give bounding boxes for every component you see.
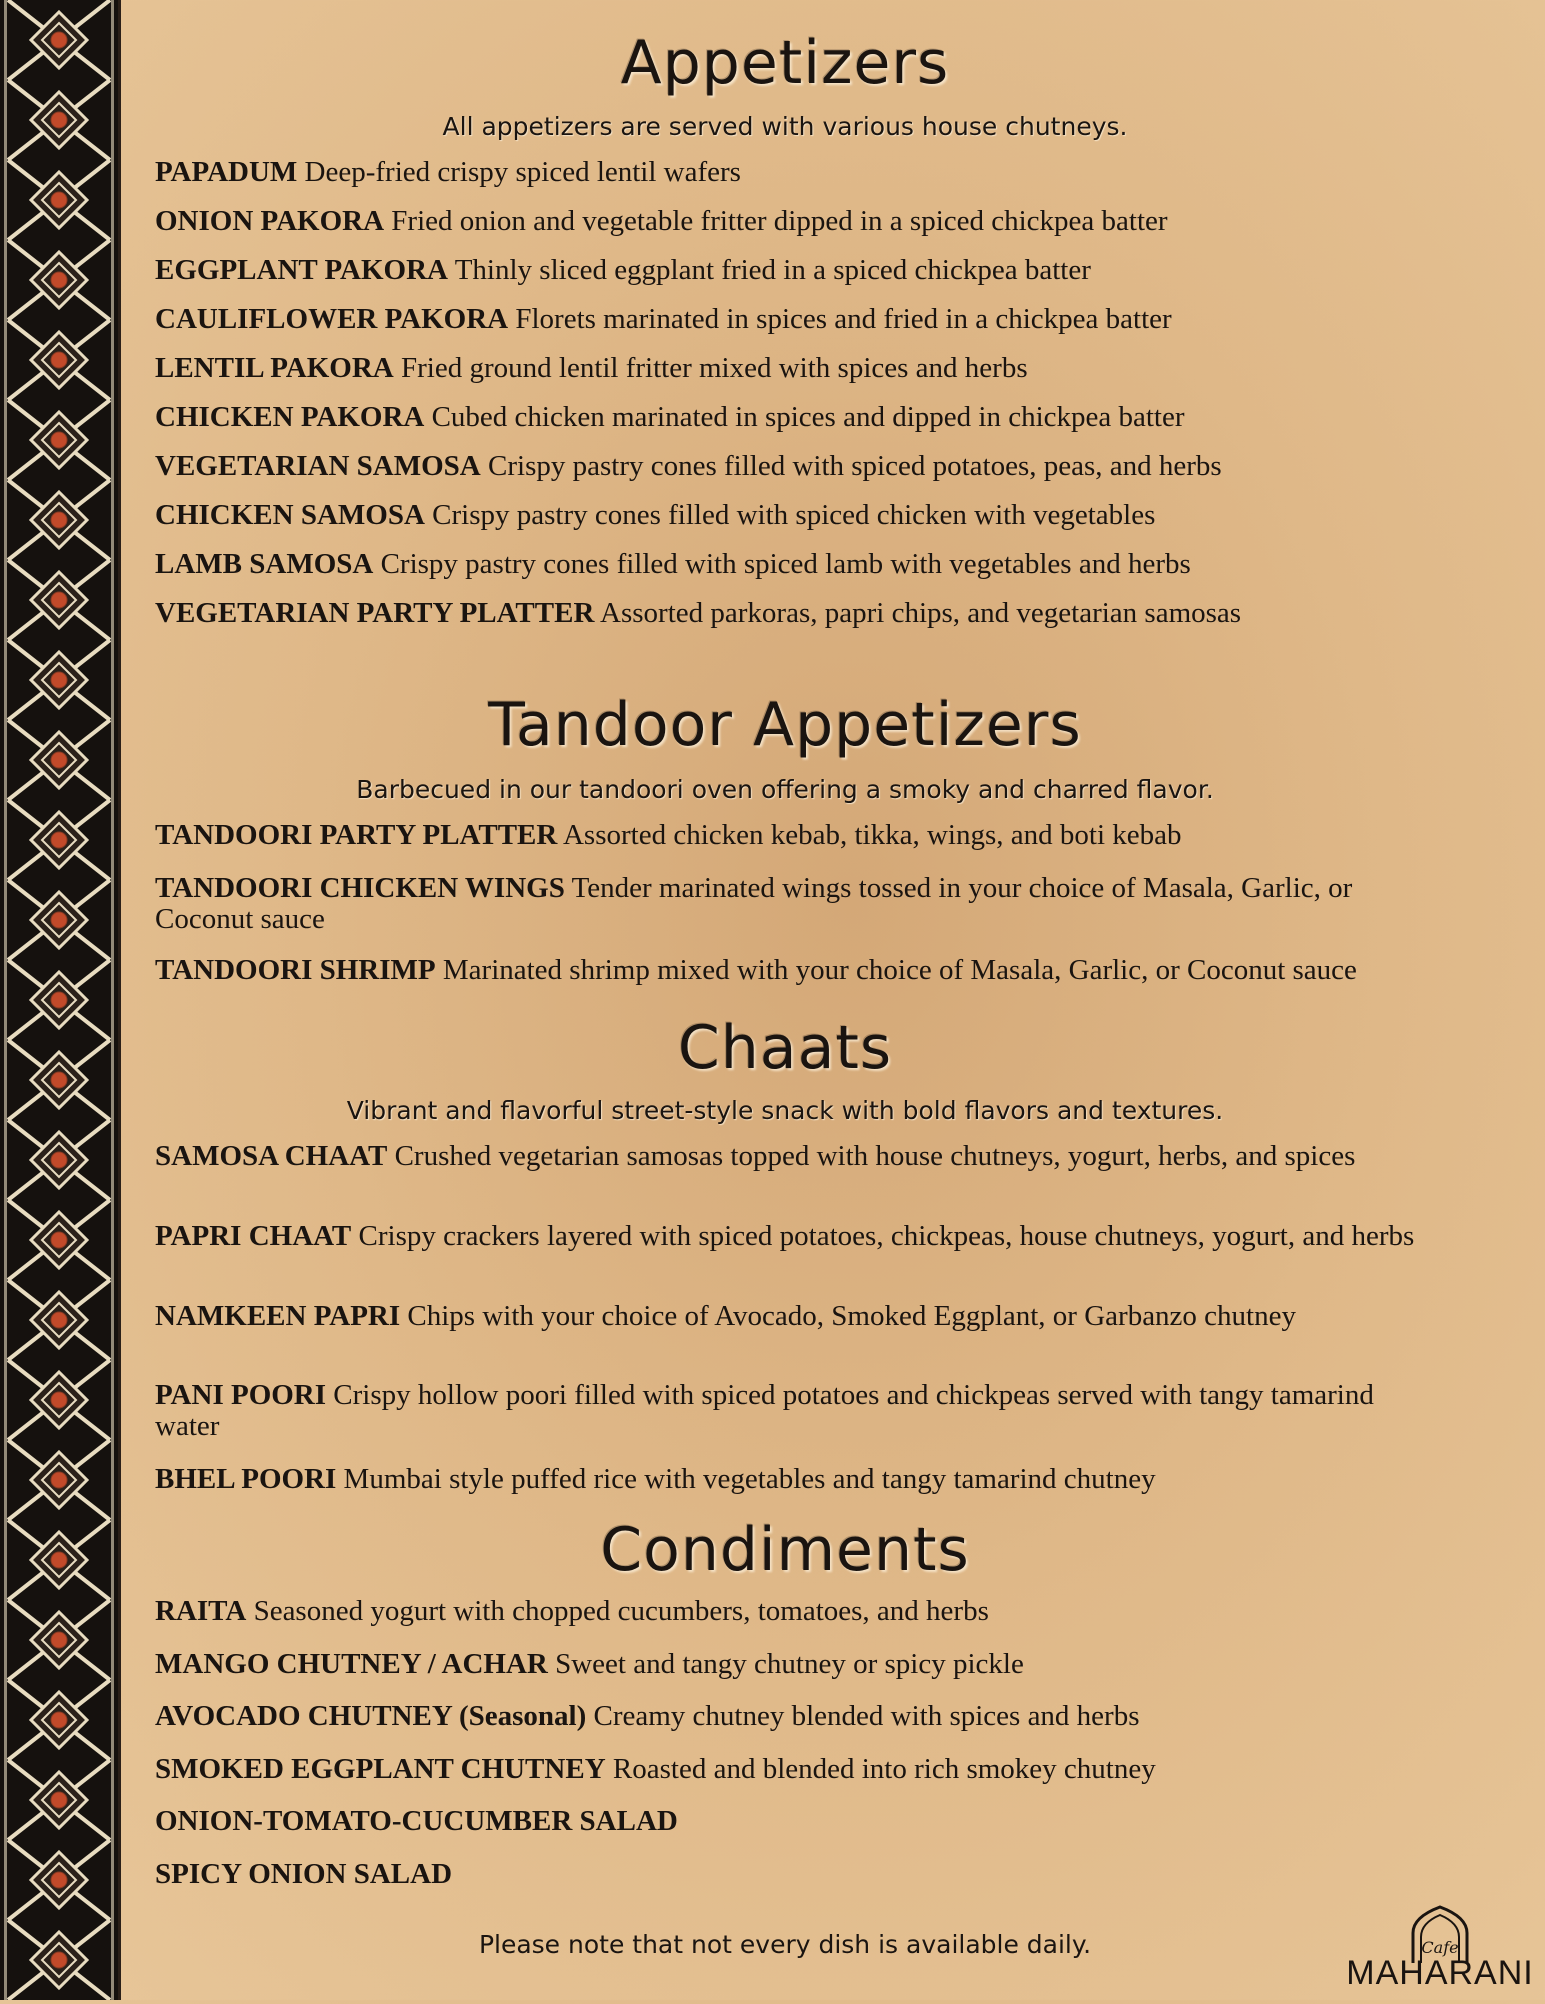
section-subtitle-chaats: Vibrant and flavorful street-style snack with bold flavors and textures. <box>346 1096 1224 1125</box>
svg-text:Cafe: Cafe <box>1421 1938 1459 1957</box>
menu-item: CHICKEN SAMOSA Crispy pastry cones filled with spiced chicken with vegetables <box>155 499 1156 531</box>
section-title-appetizers: Appetizers <box>620 28 950 98</box>
menu-item: TANDOORI CHICKEN WINGS Tender marinated wings tossed in your choice of Masala, Garlic, or Coconut sauce <box>155 872 1353 935</box>
menu-item: PAPRI CHAAT Crispy crackers layered with spiced potatoes, chickpeas, house chutneys, yogurt, and herbs <box>155 1220 1415 1252</box>
section-title-condiments: Condiments <box>600 1515 970 1585</box>
menu-item: VEGETARIAN SAMOSA Crispy pastry cones filled with spiced potatoes, peas, and herbs <box>155 450 1222 482</box>
menu-item: VEGETARIAN PARTY PLATTER Assorted parkoras, papri chips, and vegetarian samosas <box>155 597 1242 629</box>
menu-item: CHICKEN PAKORA Cubed chicken marinated in spices and dipped in chickpea batter <box>155 401 1185 433</box>
menu-item: SPICY ONION SALAD <box>155 1858 453 1890</box>
section-title-tandoor: Tandoor Appetizers <box>488 690 1082 760</box>
availability-note: Please note that not every dish is available daily. <box>478 1930 1092 1959</box>
section-subtitle-tandoor: Barbecued in our tandoori oven offering a smoky and charred flavor. <box>356 775 1214 804</box>
section-title-chaats: Chaats <box>677 1013 893 1083</box>
menu-item: ONION-TOMATO-CUCUMBER SALAD <box>155 1805 678 1837</box>
diamond-pattern-icon <box>0 0 118 2000</box>
menu-item: MANGO CHUTNEY / ACHAR Sweet and tangy chutney or spicy pickle <box>155 1648 1024 1680</box>
menu-item: LAMB SAMOSA Crispy pastry cones filled with spiced lamb with vegetables and herbs <box>155 548 1191 580</box>
menu-item: TANDOORI SHRIMP Marinated shrimp mixed with your choice of Masala, Garlic, or Coconut sauce <box>155 954 1357 986</box>
menu-item: LENTIL PAKORA Fried ground lentil fritter mixed with spices and herbs <box>155 352 1028 384</box>
maharani-logo <box>1345 1905 1535 1995</box>
section-subtitle-appetizers: All appetizers are served with various house chutneys. <box>442 112 1128 141</box>
menu-item: ONION PAKORA Fried onion and vegetable fritter dipped in a spiced chickpea batter <box>155 205 1168 237</box>
menu-item: NAMKEEN PAPRI Chips with your choice of Avocado, Smoked Eggplant, or Garbanzo chutney <box>155 1300 1296 1332</box>
menu-item: SAMOSA CHAAT Crushed vegetarian samosas topped with house chutneys, yogurt, herbs, and spices <box>155 1140 1356 1172</box>
logo-wordmark: MAHARANI <box>1346 1954 1534 1992</box>
menu-item: AVOCADO CHUTNEY (Seasonal) Creamy chutney blended with spices and herbs <box>155 1700 1140 1732</box>
menu-item: TANDOORI PARTY PLATTER Assorted chicken kebab, tikka, wings, and boti kebab <box>155 819 1182 851</box>
menu-item: RAITA Seasoned yogurt with chopped cucumbers, tomatoes, and herbs <box>155 1595 989 1627</box>
menu-item: SMOKED EGGPLANT CHUTNEY Roasted and blended into rich smokey chutney <box>155 1753 1156 1785</box>
menu-item: BHEL POORI Mumbai style puffed rice with vegetables and tangy tamarind chutney <box>155 1463 1156 1495</box>
menu-item: EGGPLANT PAKORA Thinly sliced eggplant fried in a spiced chickpea batter <box>155 254 1091 286</box>
menu-item: PANI POORI Crispy hollow poori filled with spiced potatoes and chickpeas served with tangy tamarind water <box>155 1379 1374 1442</box>
decorative-border <box>0 0 121 2000</box>
menu-item: PAPADUM Deep-fried crispy spiced lentil wafers <box>155 156 741 188</box>
menu-item: CAULIFLOWER PAKORA Florets marinated in spices and fried in a chickpea batter <box>155 303 1172 335</box>
